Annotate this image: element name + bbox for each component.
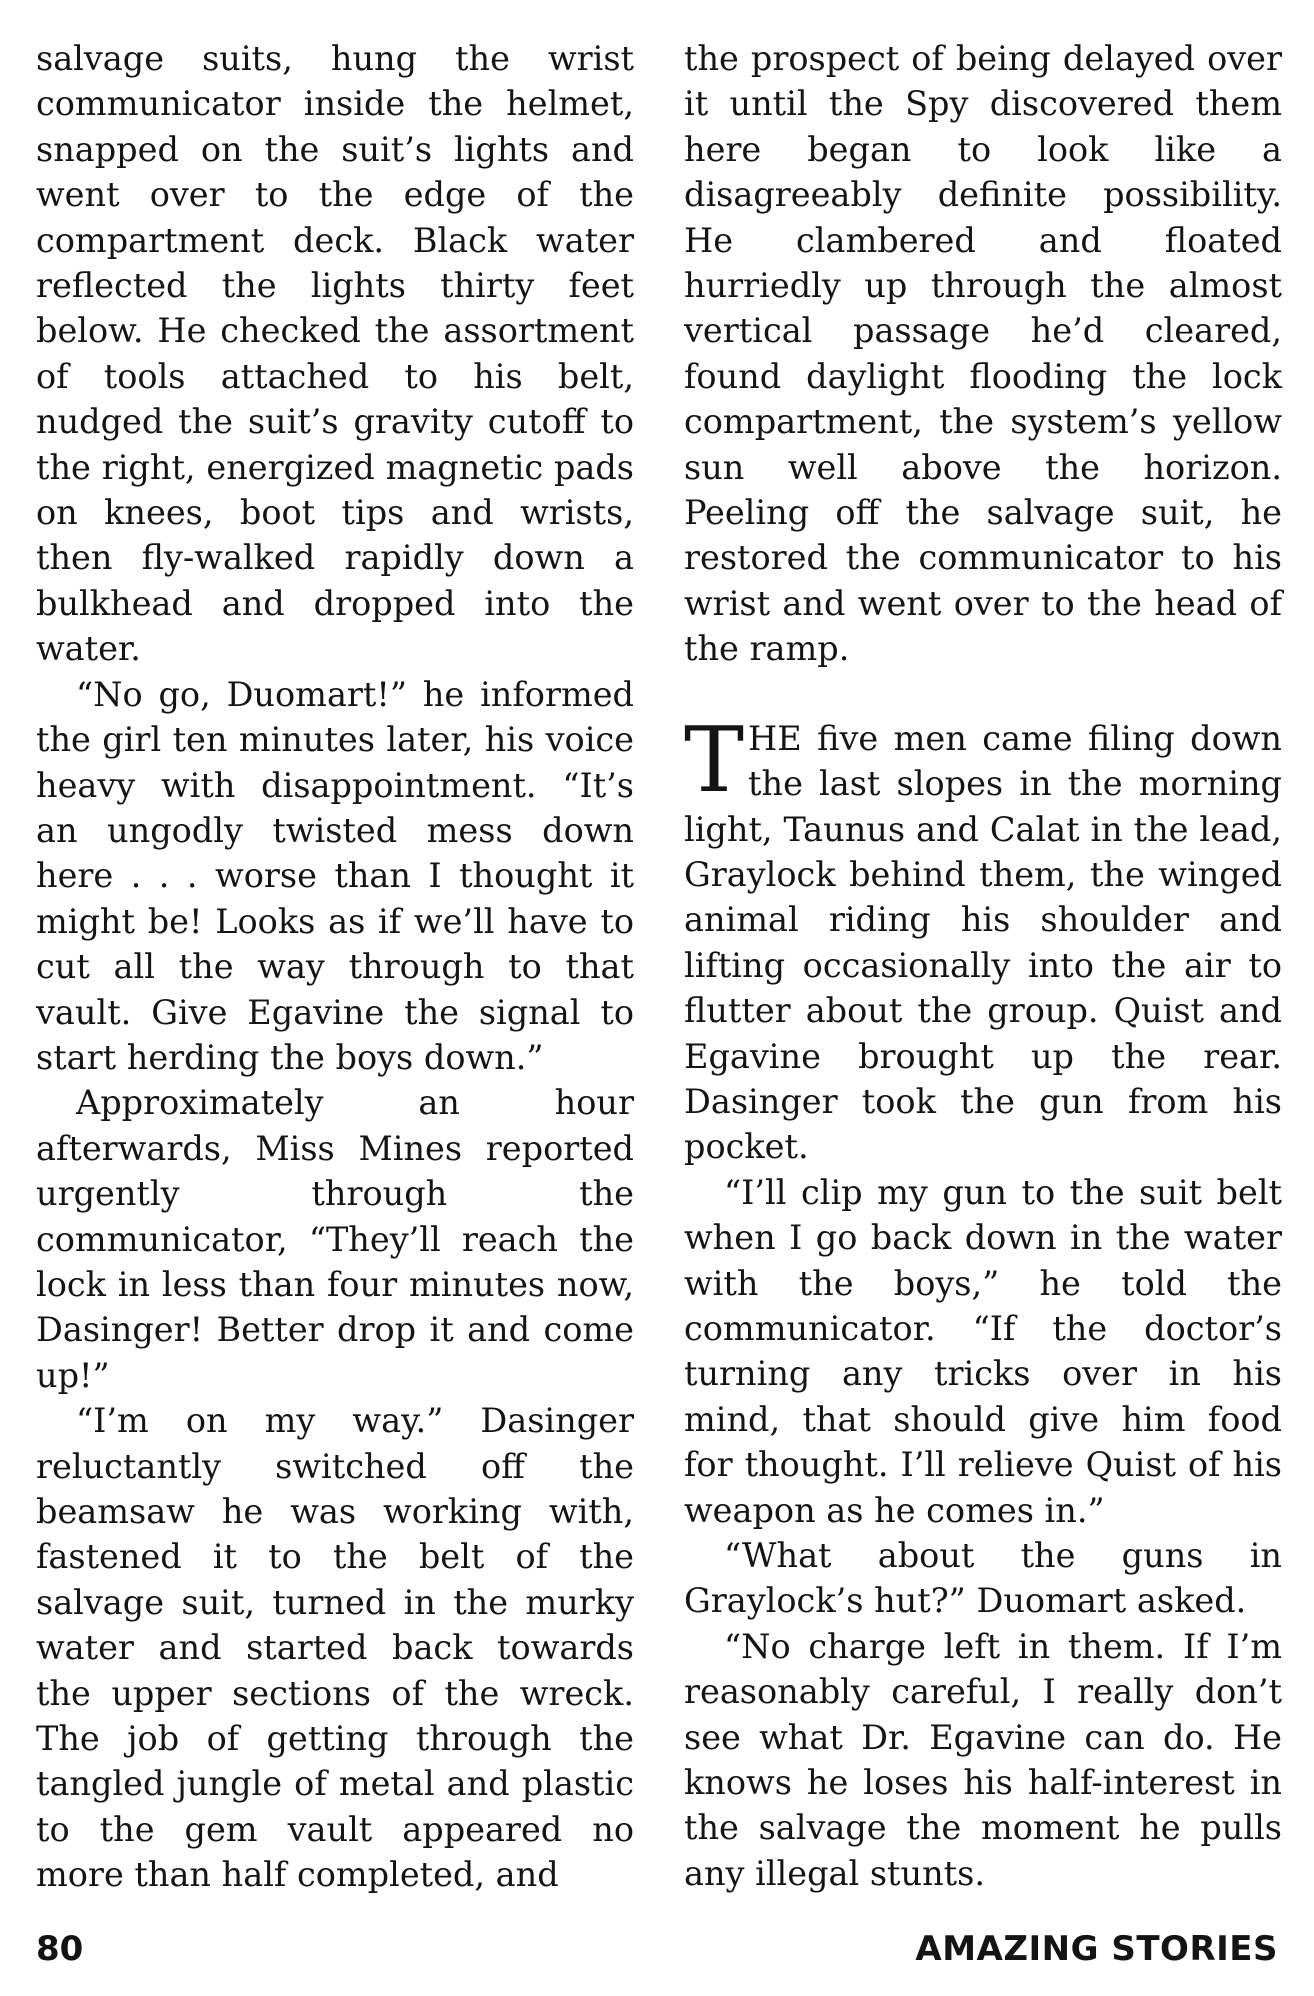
page-number: 80 bbox=[36, 1929, 84, 1969]
paragraph: Approximately an hour afterwards, Miss Mines reported urgently through the communicator, “They’ll reach the lock in less than four minutes now, Dasinger! Better drop it and come up!” bbox=[36, 1083, 634, 1395]
left-column bbox=[36, 36, 634, 1898]
drop-cap: T bbox=[684, 707, 745, 813]
paragraph: “No charge left in them. If I’m reasonably careful, I really don’t see what Dr. Egavine can do. He knows he loses his half-interest in the salvage the moment he pulls any illegal stunts. bbox=[684, 1626, 1282, 1893]
paragraph: “I’m on my way.” Dasinger reluctantly switched off the beamsaw he was working with, fastened it to the belt of the salvage suit, turned in the murky water and started back towards the upper sections of the wreck. The job of getting through the tangled jungle of metal and plastic to the gem vault appeared no more than half completed, and bbox=[36, 1401, 634, 1895]
paragraph: “No go, Duomart!” he informed the girl ten minutes later, his voice heavy with disappointment. “It’s an ungodly twisted mess down here . . . worse than I thought it might be! Looks as if we’ll have to cut all the way through to that vault. Give Egavine the signal to start herding the boys down.” bbox=[36, 674, 634, 1077]
paragraph: salvage suits, hung the wrist communicator inside the helmet, snapped on the suit’s lights and went over to the edge of the compartment deck. Black water reflected the lights thirty feet below. He checked the assortment of tools attached to his belt, nudged the suit’s gravity cutoff to the right, energized magnetic pads on knees, boot tips and wrists, then fly-walked rapidly down a bulkhead and dropped into the water. bbox=[36, 39, 634, 669]
section-opening-text: HE five men came filing down the last slopes in the morning light, Taunus and Calat in the lead, Graylock behind them, the winged animal riding his shoulder and lifting occasionally into the air to flutter about the group. Quist and Egavine brought up the rear. Dasinger took the gun from his pocket. bbox=[684, 718, 1282, 1167]
right-column bbox=[684, 36, 1282, 1896]
paragraph: the prospect of being delayed over it until the Spy discovered them here began to look like a disagreeably definite possibility. He clambered and floated hurriedly up through the almost vertical passage he’d cleared, found daylight flooding the lock compartment, the system’s yellow sun well above the horizon. Peeling off the salvage suit, he restored the communicator to his wrist and went over to the head of the ramp. bbox=[684, 39, 1282, 669]
section-opening-paragraph bbox=[684, 707, 1282, 1170]
paragraph: “I’ll clip my gun to the suit belt when I go back down in the water with the boys,” he told the communicator. “If the doctor’s turning any tricks over in his mind, that should give him food for thought. I’ll relieve Quist of his weapon as he comes in.” bbox=[684, 1172, 1282, 1530]
magazine-title: AMAZING STORIES bbox=[915, 1929, 1278, 1969]
page-footer bbox=[36, 1924, 1278, 1974]
paragraph: “What about the guns in Graylock’s hut?” Duomart asked. bbox=[684, 1536, 1282, 1621]
